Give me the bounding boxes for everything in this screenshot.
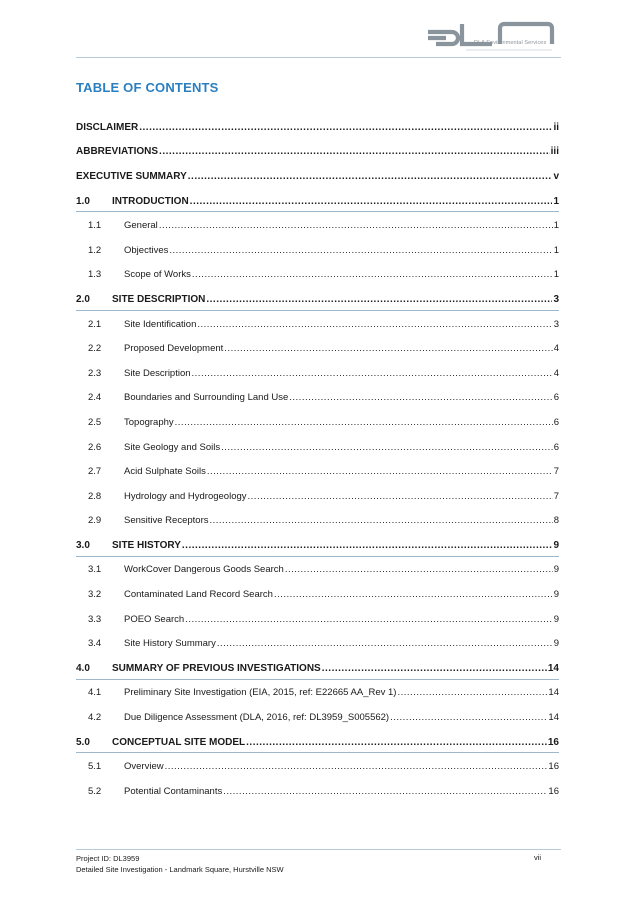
toc-entry-label: Hydrology and Hydrogeology [124,490,247,502]
toc-leader-dots [390,712,547,723]
toc-entry-label: Site Identification [124,318,197,330]
toc-entry-page: 7 [553,490,559,502]
toc-entry[interactable] [76,238,559,263]
toc-entry-page: 3 [553,293,559,305]
toc-entry-page: 4 [553,343,559,355]
toc-entry-page: 1 [553,244,559,256]
toc-leader-dots [185,614,553,625]
toc-entry-number: 4.2 [88,712,102,724]
toc-entry[interactable] [76,213,559,238]
toc-entry-label: Sensitive Receptors [124,515,209,527]
toc-entry-label: Site Geology and Soils [124,441,221,453]
toc-leader-dots [159,146,550,157]
dla-logo-icon [426,18,558,58]
toc-entry-number: 1.2 [88,244,102,256]
toc-leader-dots [207,466,553,477]
toc-entry[interactable] [76,115,559,140]
toc-entry[interactable] [76,287,559,312]
toc-leader-dots [192,269,553,280]
toc-entry[interactable] [76,730,559,755]
toc-entry-label: Boundaries and Surrounding Land Use [124,392,289,404]
toc-entry[interactable] [76,558,559,583]
toc-entry-label: Proposed Development [124,343,224,355]
toc-entry-number: 2.6 [88,441,102,453]
toc-leader-dots [397,687,547,698]
toc-title: TABLE OF CONTENTS [76,80,219,95]
toc-leader-dots [188,171,553,182]
toc-entry[interactable] [76,189,559,214]
toc-entry-page: 9 [553,564,559,576]
toc-entry[interactable] [76,484,559,509]
toc-entry-page: 6 [553,416,559,428]
toc-entry-page: 1 [553,269,559,281]
toc-entry-label: SITE DESCRIPTION [112,293,206,305]
footer-page-number: vii [534,853,542,862]
toc-entry[interactable] [76,705,559,730]
toc-entry-label: SITE HISTORY [112,539,181,551]
toc-entry-label: Preliminary Site Investigation (EIA, 2015, ref: E22665 AA_Rev 1) [124,687,397,699]
toc-entry[interactable] [76,779,559,804]
toc-entry-label: INTRODUCTION [112,195,189,207]
toc-entry-number: 5.0 [76,736,90,748]
toc-entry[interactable] [76,631,559,656]
toc-entry-label: Site Description [124,367,191,379]
toc-entry-page: 3 [553,318,559,330]
toc-entry-page: v [553,170,559,182]
table-of-contents [76,115,559,804]
toc-entry-label: Scope of Works [124,269,191,281]
toc-entry-label: SUMMARY OF PREVIOUS INVESTIGATIONS [112,662,321,674]
toc-entry-page: 9 [553,539,559,551]
toc-entry[interactable] [76,533,559,558]
toc-entry-page: 9 [553,638,559,650]
toc-entry-page: 6 [553,441,559,453]
toc-leader-dots [289,392,552,403]
toc-entry-label: Site History Summary [124,638,216,650]
toc-entry[interactable] [76,410,559,435]
toc-entry-number: 3.3 [88,613,102,625]
toc-entry[interactable] [76,164,559,189]
toc-entry-page: 16 [548,785,559,797]
toc-entry-page: 9 [553,589,559,601]
toc-entry-page: 14 [548,712,559,724]
toc-entry-page: iii [550,146,559,158]
footer-project-id: Project ID: DL3959 [76,854,140,863]
toc-leader-dots [285,564,553,575]
toc-entry[interactable] [76,656,559,681]
toc-leader-dots [190,196,553,207]
footer-divider [76,849,561,850]
toc-entry-page: 9 [553,613,559,625]
toc-leader-dots [182,540,553,551]
toc-entry-number: 2.9 [88,515,102,527]
toc-entry-number: 2.8 [88,490,102,502]
toc-entry-label: Objectives [124,244,169,256]
toc-entry-label: Potential Contaminants [124,785,223,797]
toc-leader-dots [246,737,547,748]
toc-leader-dots [223,786,547,797]
toc-entry-number: 1.0 [76,195,90,207]
toc-leader-dots [206,294,552,305]
toc-entry-number: 2.0 [76,293,90,305]
toc-entry-page: 14 [547,662,559,674]
toc-leader-dots [224,343,552,354]
header-divider [76,57,561,58]
toc-entry-page: 1 [553,220,559,232]
toc-entry-label: WorkCover Dangerous Goods Search [124,564,284,576]
toc-entry[interactable] [76,607,559,632]
toc-entry-number: 3.4 [88,638,102,650]
toc-entry-number: 2.3 [88,367,102,379]
toc-entry-page: 8 [553,515,559,527]
toc-entry-number: 5.1 [88,761,102,773]
toc-leader-dots [165,761,548,772]
toc-leader-dots [139,122,552,133]
toc-entry[interactable] [76,312,559,337]
toc-leader-dots [274,589,553,600]
toc-leader-dots [159,220,553,231]
logo-subtitle: DLA Environmental Services [474,40,547,46]
toc-entry-number: 4.0 [76,662,90,674]
toc-entry-page: 1 [553,195,559,207]
toc-leader-dots [248,491,553,502]
toc-leader-dots [169,245,552,256]
toc-entry[interactable] [76,140,559,165]
toc-entry-label: ABBREVIATIONS [76,146,159,158]
toc-entry-number: 2.5 [88,416,102,428]
toc-entry-label: DISCLAIMER [76,121,139,133]
toc-entry-number: 3.1 [88,564,102,576]
toc-entry-label: Acid Sulphate Soils [124,466,206,478]
toc-entry[interactable] [76,582,559,607]
toc-entry-page: 16 [548,761,559,773]
toc-leader-dots [221,442,553,453]
toc-leader-dots [322,663,547,674]
toc-entry[interactable] [76,754,559,779]
toc-entry[interactable] [76,681,559,706]
toc-entry-label: General [124,220,158,232]
toc-leader-dots [175,417,553,428]
toc-entry-page: 4 [553,367,559,379]
toc-entry-number: 2.2 [88,343,102,355]
toc-entry-number: 2.4 [88,392,102,404]
toc-leader-dots [197,319,552,330]
toc-leader-dots [192,368,553,379]
toc-entry-number: 2.7 [88,466,102,478]
toc-entry[interactable] [76,435,559,460]
toc-leader-dots [209,515,552,526]
footer [76,853,284,875]
toc-entry-label: Due Diligence Assessment (DLA, 2016, ref: DL3959_S005562) [124,712,390,724]
toc-entry-number: 3.0 [76,539,90,551]
toc-entry-label: Topography [124,416,174,428]
toc-entry-number: 1.1 [88,220,102,232]
toc-leader-dots [217,638,553,649]
toc-entry-label: Overview [124,761,164,773]
toc-entry[interactable] [76,361,559,386]
toc-entry-page: 7 [553,466,559,478]
toc-entry[interactable] [76,386,559,411]
toc-entry-page: ii [553,121,559,133]
toc-entry[interactable] [76,263,559,288]
toc-entry-number: 2.1 [88,318,102,330]
toc-entry-page: 14 [548,687,559,699]
toc-entry-label: Contaminated Land Record Search [124,589,273,601]
toc-entry-number: 4.1 [88,687,102,699]
toc-entry-page: 6 [553,392,559,404]
footer-report-title: Detailed Site Investigation - Landmark Square, Hurstville NSW [76,865,284,874]
toc-entry-label: CONCEPTUAL SITE MODEL [112,736,246,748]
toc-entry-number: 1.3 [88,269,102,281]
toc-entry[interactable] [76,459,559,484]
toc-entry-page: 16 [547,736,559,748]
toc-entry-label: EXECUTIVE SUMMARY [76,170,187,182]
toc-entry[interactable] [76,509,559,534]
toc-entry[interactable] [76,336,559,361]
toc-entry-number: 3.2 [88,589,102,601]
toc-entry-number: 5.2 [88,785,102,797]
toc-entry-label: POEO Search [124,613,185,625]
